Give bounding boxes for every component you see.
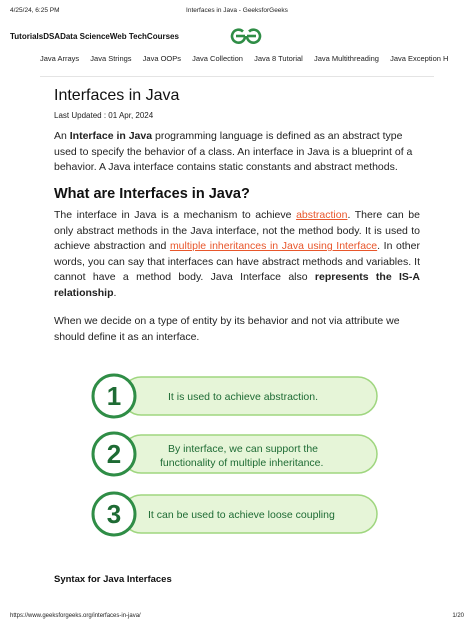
subnav-item[interactable]: Java Collection: [192, 54, 243, 63]
page-url: https://www.geeksforgeeks.org/interfaces-in-java/: [10, 613, 141, 619]
top-navigation: [10, 26, 464, 48]
subnav-item[interactable]: Java Strings: [90, 54, 132, 63]
svg-text:functionality of multiple inhe: functionality of multiple inheritance.: [160, 457, 324, 469]
subnav-item[interactable]: Java Exception H: [390, 54, 449, 63]
page-number: 1/20: [452, 613, 464, 619]
sub-navigation: [40, 54, 474, 68]
subnav-item[interactable]: Java Multithreading: [313, 54, 379, 63]
svg-text:3: 3: [106, 499, 122, 529]
subnav-item[interactable]: Java Arrays: [40, 54, 80, 63]
section-heading: What are Interfaces in Java?: [54, 186, 250, 202]
infographic-row-1: [93, 375, 377, 417]
page-title: Interfaces in Java: [54, 87, 180, 104]
infographic-row-2: [93, 433, 377, 475]
infographic-row-3: [93, 493, 377, 535]
bold-term: Interface in Java: [69, 130, 153, 142]
syntax-heading: Syntax for Java Interfaces: [54, 574, 172, 585]
divider: [40, 76, 434, 77]
print-title: Interfaces in Java - GeeksforGeeks: [186, 7, 288, 14]
svg-text:1: 1: [106, 381, 122, 411]
svg-text:It can be used to achieve loos: It can be used to achieve loose coupling: [148, 509, 335, 521]
print-header: [10, 7, 464, 19]
subnav-item[interactable]: Java OOPs: [142, 54, 182, 63]
svg-text:By interface, we can support t: By interface, we can support the: [168, 443, 318, 455]
print-date: 4/25/24, 6:25 PM: [10, 7, 60, 14]
abstraction-link[interactable]: abstraction: [296, 209, 348, 221]
subnav-item[interactable]: Java 8 Tutorial: [254, 54, 303, 63]
svg-text:2: 2: [106, 439, 122, 469]
behavior-paragraph: When we decide on a type of entity by its behavior and not via attribute we should define it as an interface.: [54, 315, 400, 343]
interface-uses-infographic: [90, 372, 380, 542]
print-footer: [10, 613, 464, 623]
multiple-inheritance-link[interactable]: multiple inheritances in Java using Interface: [169, 240, 378, 252]
last-updated: Last Updated : 01 Apr, 2024: [54, 111, 154, 120]
top-nav-links[interactable]: TutorialsDSAData ScienceWeb TechCourses: [10, 32, 179, 41]
article-header: [54, 86, 424, 120]
svg-text:It is used to achieve abstract: It is used to achieve abstraction.: [168, 391, 318, 403]
bold-phrase: represents the IS-A relationship: [54, 271, 421, 299]
definition-paragraph: The interface in Java is a mechanism to achieve abstraction. There can be only abstract methods in the Java interface, not the method body. It is used to achieve abstraction and multiple inheritances in Java using Interface. In other words, you can say that interfaces can have abstract methods and variables. It cannot have a method body. Java Interface also represents the IS-A relationship.: [54, 209, 421, 299]
gfg-logo-icon[interactable]: [228, 26, 264, 46]
intro-paragraph: An Interface in Java programming language is defined as an abstract type used to specify the behavior of a class. An interface in Java is a blueprint of a behavior. A Java interface contains static constants and abstract methods.: [54, 130, 413, 173]
